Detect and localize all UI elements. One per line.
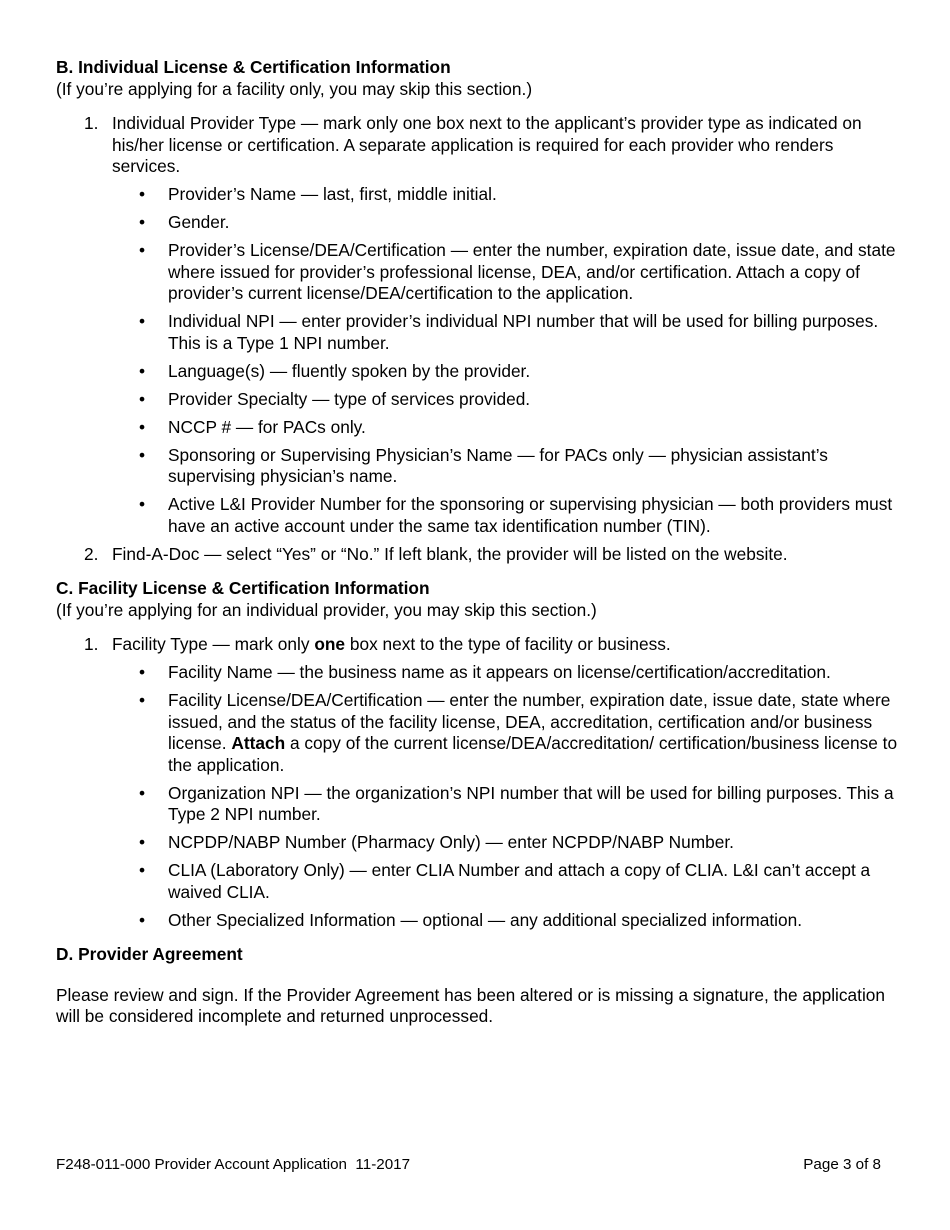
- bullet-item: • NCPDP/NABP Number (Pharmacy Only) — enter NCPDP/NABP Number.: [139, 832, 734, 852]
- section-c-title: C. Facility License & Certification Information: [56, 578, 430, 598]
- bullet-item: • Sponsoring or Supervising Physician’s Name — for PACs only — physician assistant’s supervising physician’s name.: [139, 444, 828, 486]
- bullet-item: • Individual NPI — enter provider’s individual NPI number that will be used for billing purposes. This is a Type 1 NPI number.: [139, 311, 879, 353]
- bullet-icon: •: [139, 388, 146, 409]
- list-item-text: Find-A-Doc — select “Yes” or “No.” If left blank, the provider will be listed on the website.: [112, 543, 788, 564]
- section-b-item-2: [56, 544, 906, 566]
- section-c: [56, 578, 906, 931]
- bullet-icon: •: [139, 494, 146, 514]
- section-b-list-2: [56, 544, 906, 566]
- section-d: [56, 944, 906, 1028]
- bullet-icon: •: [139, 311, 146, 331]
- section-b-bullets: [56, 184, 906, 537]
- bullet-icon: •: [139, 860, 146, 880]
- bullet-item: • Provider’s Name — last, first, middle initial.: [139, 184, 497, 204]
- bullet-item: • Other Specialized Information — optional — any additional specialized information.: [139, 909, 802, 930]
- section-b-item-1: [56, 113, 906, 178]
- list-item-text: Facility Type — mark only one box next to the type of facility or business.: [112, 634, 671, 654]
- page-number: Page 3 of 8: [803, 1156, 881, 1173]
- section-c-item-1: [56, 634, 906, 656]
- bullet-icon: •: [139, 832, 146, 852]
- section-d-title: D. Provider Agreement: [56, 944, 243, 964]
- bullet-item: • Active L&I Provider Number for the sponsoring or supervising physician — both providers must have an active account under the same tax identification number (TIN).: [139, 494, 893, 536]
- bullet-icon: •: [139, 662, 146, 682]
- bullet-item: • Provider’s License/DEA/Certification — enter the number, expiration date, issue date, and state where issued for provider’s professional license, DEA, and/or certification. Attach a copy of provider’s current license/DEA/certification to the application.: [139, 240, 896, 303]
- bullet-icon: •: [139, 184, 146, 204]
- bullet-item: • NCCP # — for PACs only.: [139, 416, 366, 437]
- section-b-note: (If you’re applying for a facility only, you may skip this section.): [56, 78, 533, 99]
- section-b: [56, 57, 906, 565]
- section-c-note: (If you’re applying for an individual provider, you may skip this section.): [56, 599, 597, 620]
- section-b-title: B. Individual License & Certification Information: [56, 57, 451, 77]
- list-number: 2.: [84, 543, 99, 564]
- section-b-list: [56, 113, 906, 178]
- bullet-item: • CLIA (Laboratory Only) — enter CLIA Number and attach a copy of CLIA. L&I can’t accept a waived CLIA.: [139, 860, 871, 902]
- document-page: [56, 57, 906, 1028]
- bullet-item: • Organization NPI — the organization’s NPI number that will be used for billing purposes. This a Type 2 NPI number.: [139, 782, 894, 824]
- list-item-text: Individual Provider Type — mark only one box next to the applicant’s provider type as indicated on his/her license or certification. A separate application is required for each provider who renders services.: [112, 113, 862, 176]
- bullet-icon: •: [139, 212, 146, 232]
- bullet-icon: •: [139, 782, 146, 803]
- section-c-list: [56, 634, 906, 656]
- bullet-item: • Provider Specialty — type of services provided.: [139, 388, 531, 409]
- bullet-item: • Facility Name — the business name as it appears on license/certification/accreditation.: [139, 662, 831, 682]
- bullet-icon: •: [139, 416, 146, 437]
- bullet-icon: •: [139, 444, 146, 465]
- section-d-text: Please review and sign. If the Provider Agreement has been altered or is missing a signature, the application will be considered incomplete and returned unprocessed.: [56, 984, 886, 1026]
- bullet-icon: •: [139, 360, 146, 381]
- bullet-item: • Gender.: [139, 212, 230, 232]
- bullet-icon: •: [139, 909, 146, 930]
- list-number: 1.: [84, 634, 99, 654]
- bullet-item: • Language(s) — fluently spoken by the provider.: [139, 360, 531, 381]
- bullet-item: • Facility License/DEA/Certification — enter the number, expiration date, issue date, state where issued, and the status of the facility license, DEA, accreditation, certification and/or business license. Attach a copy of the current license/DEA/accreditation/ certification/business license to the application.: [139, 690, 898, 775]
- form-id: F248-011-000 Provider Account Application 11-2017: [56, 1156, 411, 1173]
- bullet-icon: •: [139, 240, 146, 260]
- section-c-bullets: [56, 662, 906, 931]
- bullet-icon: •: [139, 690, 146, 710]
- list-number: 1.: [84, 113, 99, 133]
